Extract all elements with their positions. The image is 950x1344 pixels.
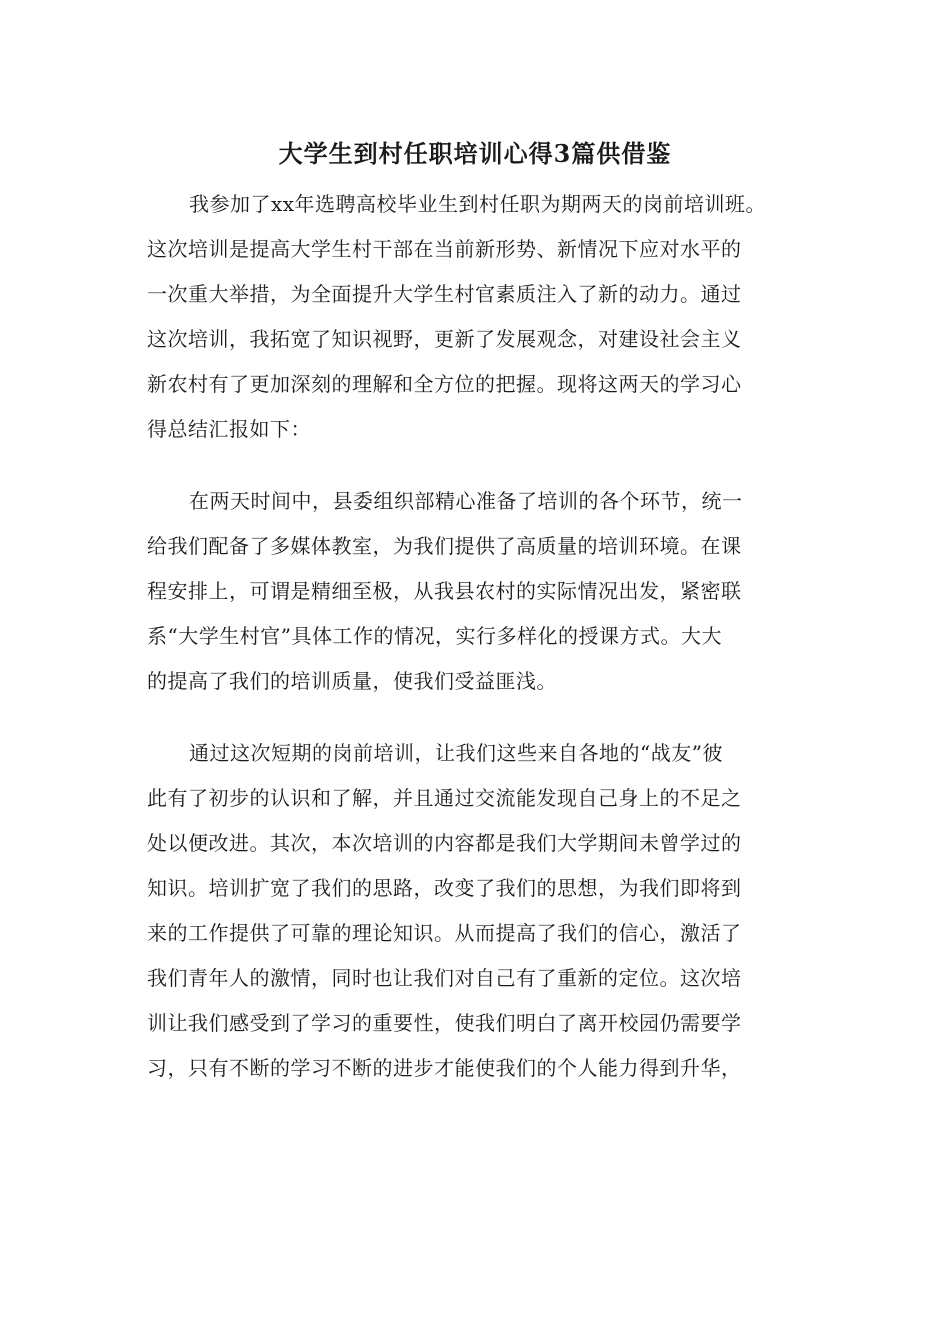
paragraph-line: 给我们配备了多媒体教室，为我们提供了高质量的培训环境。在课 [147,534,742,558]
paragraph-line: 此有了初步的认识和了解，并且通过交流能发现自己身上的不足之 [147,786,742,810]
paragraph-line: 通过这次短期的岗前培训，让我们这些来自各地的“战友”彼 [189,741,723,765]
paragraph-3 [147,731,807,1091]
paragraph-line: 处以便改进。其次，本次培训的内容都是我们大学期间未曾学过的 [147,831,742,855]
paragraph-line: 一次重大举措，为全面提升大学生村官素质注入了新的动力。通过 [147,282,742,306]
paragraph-line: 来的工作提供了可靠的理论知识。从而提高了我们的信心，激活了 [147,921,742,945]
paragraph-line: 新农村有了更加深刻的理解和全方位的把握。现将这两天的学习心 [147,372,742,396]
paragraph-line: 我参加了xx年选聘高校毕业生到村任职为期两天的岗前培训班。 [189,192,767,216]
paragraph-spacer [147,452,807,479]
paragraph-line: 在两天时间中，县委组织部精心准备了培训的各个环节，统一 [189,489,743,513]
paragraph-line: 系“大学生村官”具体工作的情况，实行多样化的授课方式。大大 [147,624,722,648]
paragraph-line: 我们青年人的激情，同时也让我们对自己有了重新的定位。这次培 [147,966,742,990]
document-body [147,182,807,1091]
paragraph-line: 程安排上，可谓是精细至极，从我县农村的实际情况出发，紧密联 [147,579,742,603]
paragraph-line: 这次培训，我拓宽了知识视野，更新了发展观念，对建设社会主义 [147,327,742,351]
paragraph-line: 这次培训是提高大学生村干部在当前新形势、新情况下应对水平的 [147,237,742,261]
paragraph-line: 的提高了我们的培训质量，使我们受益匪浅。 [147,669,557,693]
paragraph-spacer [147,704,807,731]
paragraph-line: 习，只有不断的学习不断的进步才能使我们的个人能力得到升华， [147,1056,742,1080]
paragraph-line: 得总结汇报如下： [147,417,311,441]
paragraph-line: 知识。培训扩宽了我们的思路，改变了我们的思想，为我们即将到 [147,876,742,900]
paragraph-1 [147,182,807,452]
paragraph-2 [147,479,807,704]
paragraph-line: 训让我们感受到了学习的重要性，使我们明白了离开校园仍需要学 [147,1011,742,1035]
document-title: 大学生到村任职培训心得3篇供借鉴 [278,139,672,168]
